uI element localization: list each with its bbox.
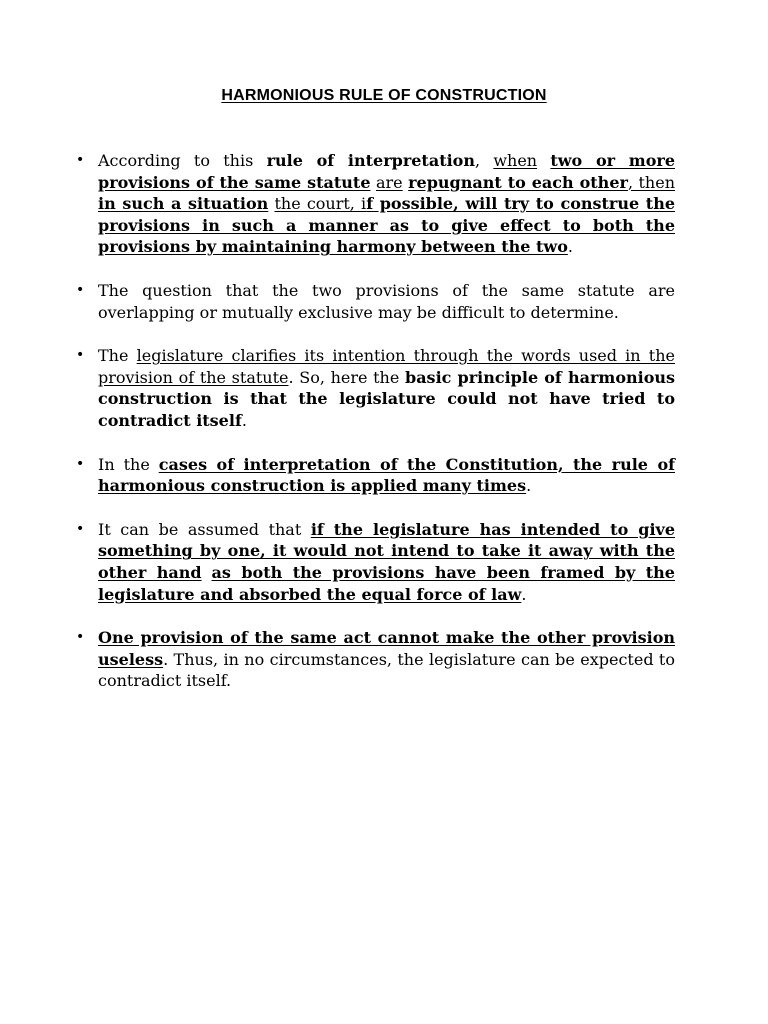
bullet-item [75,150,675,258]
bullet-text: . [241,410,247,430]
bullet-list [75,150,675,692]
underlined-text: the court, i [274,194,367,214]
bullet-text [537,151,550,170]
bullet-text [202,563,212,582]
bullet-text: According to this [98,151,267,170]
bullet-text: . [521,584,527,604]
bullet-item [75,280,675,323]
bullet-item [75,627,675,692]
bullet-item [75,519,675,605]
bold-underlined-text: if the legislature has intended to give something by one, it would not intend to take it away with the other hand [98,519,675,582]
underlined-text: legislature clarifies its intention through the words used in the provision of the statute [98,346,676,387]
bullet-text: . So, here the [288,367,405,387]
bullet-text: . [526,476,532,496]
bullet-text: The [98,346,137,366]
underlined-text: , then [627,172,676,192]
bold-underlined-text: in such a situation [98,194,269,214]
bullet-text: In the [98,454,159,474]
bold-text: rule of interpretation [266,151,475,170]
document-title: HARMONIOUS RULE OF CONSTRUCTION [221,87,547,104]
bullet-text: It can be assumed that [98,519,311,539]
underlined-text: are [375,172,403,192]
bold-text: basic principle of harmonious construction is that the legislature could not have tried to contradict itself [98,367,676,430]
bold-underlined-text: cases of interpretation of the Constitution, the rule of harmonious construction is applied many times [98,454,675,496]
bullet-text: . Thus, in no circumstances, the legislature can be expected to contradict itself. [98,649,675,691]
bold-underlined-text: repugnant to each other [408,172,628,192]
bold-underlined-text: as both the provisions have been framed by the legislature and absorbed the equal force of law [98,562,675,604]
bullet-item [75,454,675,497]
bullet-text: . [567,237,573,257]
underlined-text: when [493,151,538,170]
bold-underlined-text: two or more provisions of the same statute [98,151,675,192]
bullet-text: The question that the two provisions of the same statute are overlapping or mutually exclusive may be difficult to determine. [98,280,675,322]
bullet-item [75,345,675,431]
bold-underlined-text: One provision of the same act cannot make the other provision useless [98,628,675,669]
bold-underlined-text: f possible, will try to construe the provisions in such a manner as to give effect to both the provisions by maintaining harmony between the two [98,194,676,257]
bullet-text: , [474,151,494,170]
